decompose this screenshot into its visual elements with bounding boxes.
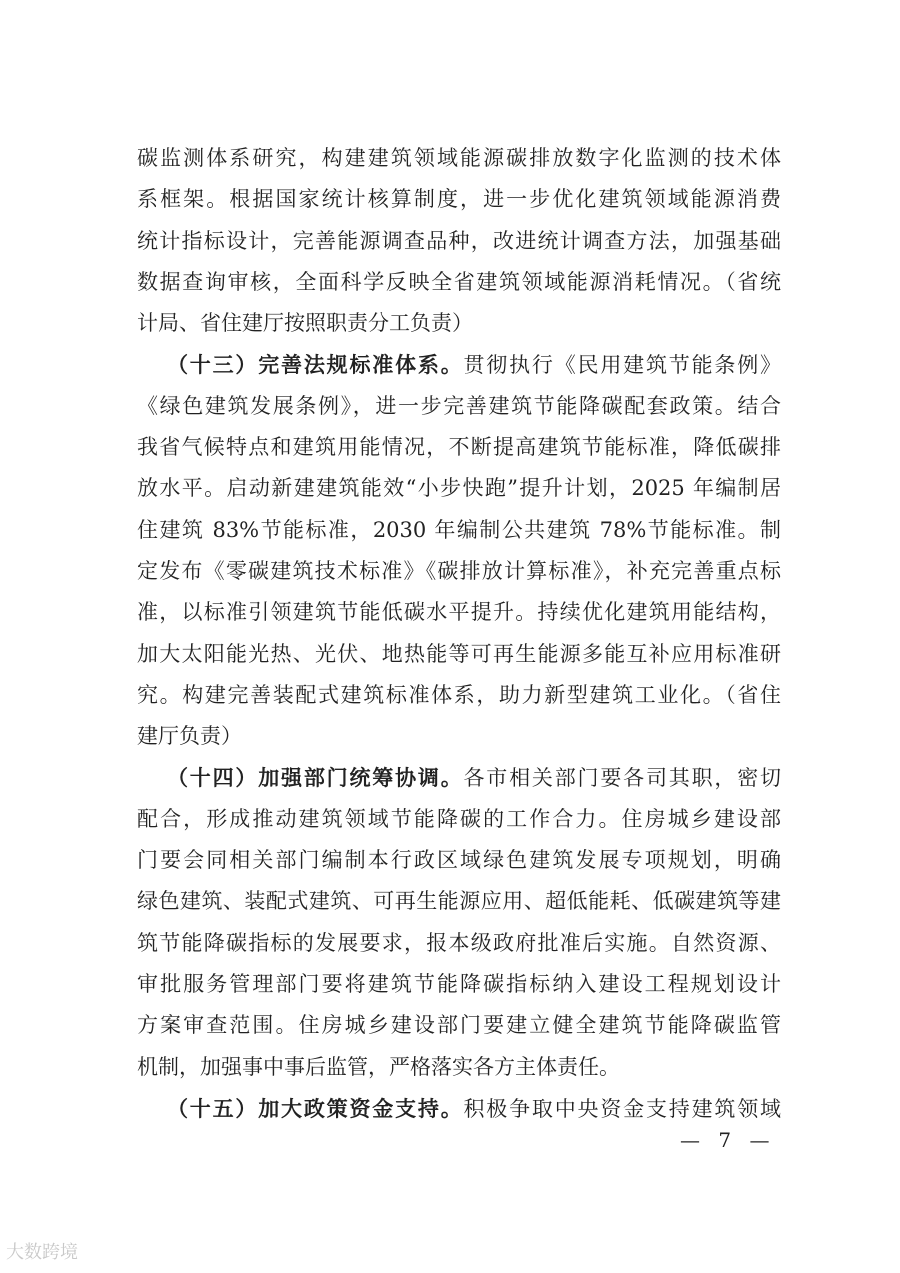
paragraph — [137, 757, 781, 1087]
text-line: 碳监测体系研究，构建建筑领域能源碳排放数字化监测的技术体 — [137, 146, 781, 170]
section-text: 各市相关部门要各司其职，密切 — [463, 766, 781, 791]
text-line: 加大太阳能光热、光伏、地热能等可再生能源多能互补应用标准研 — [137, 641, 781, 666]
text-line: 放水平。启动新建建筑能效“小步快跑”提升计划，2025 年编制居 — [137, 476, 781, 501]
page-number: — 7 — — [680, 1128, 776, 1152]
section-heading: （十四）加强部门统筹协调。 — [167, 765, 464, 791]
text-line: 统计指标设计，完善能源调查品种，改进统计调查方法，加强基础 — [137, 228, 781, 253]
text-line: 准，以标准引领建筑节能低碳水平提升。持续优化建筑用能结构， — [137, 600, 781, 625]
text-line: 定发布《零碳建筑技术标准》《碳排放计算标准》，补充完善重点标 — [137, 558, 781, 583]
text-line: 配合，形成推动建筑领域节能降碳的工作合力。住房城乡建设部 — [137, 806, 781, 831]
text-line: 《绿色建筑发展条例》，进一步完善建筑节能降碳配套政策。结合 — [137, 393, 781, 418]
section-text: 贯彻执行《民用建筑节能条例》 — [463, 353, 781, 378]
text-line: 绿色建筑、装配式建筑、可再生能源应用、超低能耗、低碳建筑等建 — [137, 889, 781, 914]
text-line: 计局、省住建厅按照职责分工负责） — [137, 311, 473, 336]
text-line: 方案审查范围。住房城乡建设部门要建立健全建筑节能降碳监管 — [137, 1013, 781, 1038]
watermark-logo: 大数跨境 — [6, 1242, 78, 1263]
text-line: 机制，加强事中事后监管，严格落实各方主体责任。 — [137, 1054, 620, 1079]
section-heading: （十三）完善法规标准体系。 — [167, 352, 464, 378]
text-line — [137, 344, 781, 385]
text-line: 审批服务管理部门要将建筑节能降碳指标纳入建设工程规划设计 — [137, 971, 781, 996]
section-heading: （十五）加大政策资金支持。 — [167, 1095, 464, 1121]
text-line: 建厅负责） — [137, 724, 242, 749]
text-line: 住建筑 83%节能标准，2030 年编制公共建筑 78%节能标准。制 — [137, 517, 781, 542]
text-line — [137, 757, 781, 798]
paragraph — [137, 344, 781, 757]
document-body — [137, 138, 781, 1129]
paragraph — [137, 1088, 781, 1129]
text-line — [137, 1088, 781, 1129]
text-line: 门要会同相关部门编制本行政区域绿色建筑发展专项规划，明确 — [137, 848, 781, 873]
section-text: 积极争取中央资金支持建筑领域 — [463, 1096, 781, 1121]
text-line: 我省气候特点和建筑用能情况，不断提高建筑节能标准，降低碳排 — [137, 435, 781, 460]
text-line: 数据查询审核，全面科学反映全省建筑领域能源消耗情况。（省统 — [137, 269, 781, 294]
paragraph — [137, 138, 781, 344]
text-line: 系框架。根据国家统计核算制度，进一步优化建筑领域能源消费 — [137, 187, 781, 212]
text-line: 筑节能降碳指标的发展要求，报本级政府批准后实施。自然资源、 — [137, 930, 781, 955]
text-line: 究。构建完善装配式建筑标准体系，助力新型建筑工业化。（省住 — [137, 682, 781, 707]
